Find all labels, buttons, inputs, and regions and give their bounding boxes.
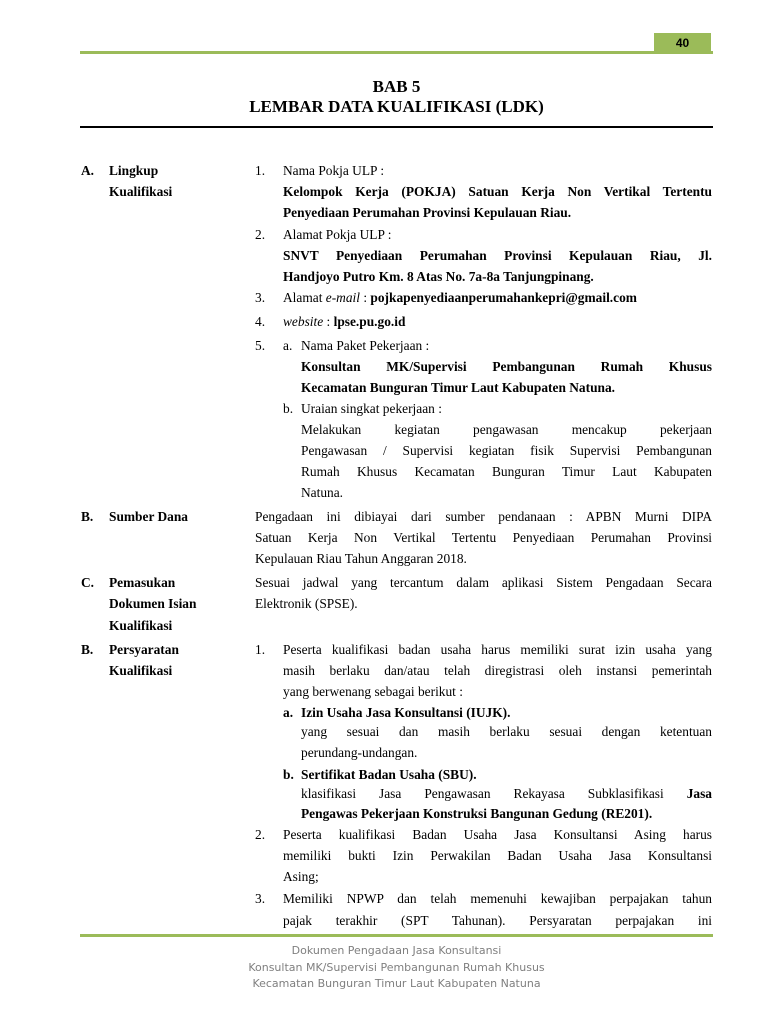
section-b2-label-1: Persyaratan: [109, 642, 179, 657]
header-rule: [80, 51, 713, 54]
footer-line-3: Kecamatan Bunguran Timur Laut Kabupaten Natuna: [252, 977, 541, 990]
section-c-label-1: Pemasukan: [109, 575, 176, 590]
b1-text-2: Satuan Kerja Non Vertikal Tertentu Penyediaan Perumahan Provinsi: [255, 530, 712, 545]
a-item3-italic: e-mail: [325, 290, 360, 305]
a-item1-value-2: Penyediaan Perumahan Provinsi Kepulauan Riau.: [283, 205, 572, 220]
chapter-subtitle: LEMBAR DATA KUALIFIKASI (LDK): [249, 97, 544, 116]
email-address: pojkapenyediaanperumahankepri@gmail.com: [370, 290, 637, 305]
b2-item3-line-2: pajak terakhir (SPT Tahunan). Persyaratan perpajakan ini: [283, 913, 712, 928]
section-b2-label-2: Kualifikasi: [109, 663, 173, 678]
b2-a-line-1: yang sesuai dan masih berlaku sesuai dengan ketentuan: [301, 724, 712, 739]
a-item3-num: 3.: [255, 290, 266, 305]
a-item2-value-1: SNVT Penyediaan Perumahan Provinsi Kepulauan Riau, Jl.: [283, 248, 712, 263]
title-rule: [80, 126, 713, 128]
a-item5a-label: Nama Paket Pekerjaan :: [301, 338, 430, 353]
footer-line-1: Dokumen Pengadaan Jasa Konsultansi: [291, 944, 502, 957]
a-item5b-line-2: Pengawasan / Supervisi kegiatan fisik Supervisi Pembangunan: [301, 443, 712, 458]
section-b1-label: Sumber Dana: [109, 509, 188, 524]
a-item4-line: [283, 311, 405, 332]
footer-line-2: Konsultan MK/Supervisi Pembangunan Rumah Khusus: [248, 961, 545, 974]
section-a-letter: A.: [81, 163, 95, 178]
section-a-label-2: Kualifikasi: [109, 184, 173, 199]
b2-b-line-1-plain: klasifikasi Jasa Pengawasan Rekayasa Subklasifikasi: [301, 786, 687, 801]
section-c-label-3: Kualifikasi: [109, 618, 173, 633]
b2-b-letter: b.: [283, 767, 294, 782]
b2-b-line-1: [301, 783, 712, 804]
a-item5a-letter: a.: [283, 338, 293, 353]
b2-item1-num: 1.: [255, 642, 266, 657]
a-item5b-label: Uraian singkat pekerjaan :: [301, 401, 442, 416]
section-c-label-2: Dokumen Isian: [109, 596, 197, 611]
b2-a-line-2: perundang-undangan.: [301, 745, 418, 760]
b1-text-3: Kepulauan Riau Tahun Anggaran 2018.: [255, 551, 467, 566]
a-item4-italic: website: [283, 314, 324, 329]
b2-item2-line-1: Peserta kualifikasi Badan Usaha Jasa Konsultansi Asing harus: [283, 827, 712, 842]
b1-text-1: Pengadaan ini dibiayai dari sumber pendanaan : APBN Murni DIPA: [255, 509, 712, 524]
a-item5a-value-2: Kecamatan Bunguran Timur Laut Kabupaten Natuna.: [301, 380, 616, 395]
b2-b-line-1-bold: Jasa: [686, 786, 712, 801]
a-item4-num: 4.: [255, 314, 266, 329]
section-b1-letter: B.: [81, 509, 94, 524]
a-item2-label: Alamat Pokja ULP :: [283, 227, 392, 242]
b2-item2-num: 2.: [255, 827, 266, 842]
b2-a-title: Izin Usaha Jasa Konsultansi (IUJK).: [301, 705, 511, 720]
section-b2-letter: B.: [81, 642, 94, 657]
a-item2-value-2: Handjoyo Putro Km. 8 Atas No. 7a-8a Tanjungpinang.: [283, 269, 594, 284]
a-item4-sep: :: [323, 314, 334, 329]
b2-item2-line-2: memiliki bukti Izin Perwakilan Badan Usaha Jasa Konsultansi: [283, 848, 712, 863]
b2-item3-line-1: Memiliki NPWP dan telah memenuhi kewajiban perpajakan tahun: [283, 891, 712, 906]
b2-a-letter: a.: [283, 705, 294, 720]
a-item5b-line-4: Natuna.: [301, 485, 344, 500]
a-item5b-line-3: Rumah Khusus Kecamatan Bunguran Timur Laut Kabupaten: [301, 464, 712, 479]
b2-b-title: Sertifikat Badan Usaha (SBU).: [301, 767, 477, 782]
a-item5-num: 5.: [255, 338, 266, 353]
a-item5b-letter: b.: [283, 401, 294, 416]
b2-item1-line-3: yang berwenang sebagai berikut :: [283, 684, 463, 699]
section-c-letter: C.: [81, 575, 95, 590]
a-item3-sep: :: [359, 290, 371, 305]
a-item1-label: Nama Pokja ULP :: [283, 163, 385, 178]
a-item5a-value-1: Konsultan MK/Supervisi Pembangunan Rumah Khusus: [301, 359, 712, 374]
page-number: 40: [654, 33, 711, 54]
chapter-title: BAB 5: [372, 77, 421, 96]
footer-rule: [80, 934, 713, 937]
b2-item1-line-1: Peserta kualifikasi badan usaha harus memiliki surat izin usaha yang: [283, 642, 712, 657]
a-item2-num: 2.: [255, 227, 266, 242]
a-item3-prefix: Alamat: [283, 290, 326, 305]
section-a-label-1: Lingkup: [109, 163, 159, 178]
c-text-2: Elektronik (SPSE).: [255, 596, 358, 611]
a-item1-value-1: Kelompok Kerja (POKJA) Satuan Kerja Non Vertikal Tertentu: [283, 184, 712, 199]
b2-item1-line-2: masih berlaku dan/atau telah diregistrasi oleh instansi pemerintah: [283, 663, 712, 678]
website-address: lpse.pu.go.id: [333, 314, 406, 329]
a-item5b-line-1: Melakukan kegiatan pengawasan mencakup pekerjaan: [301, 422, 712, 437]
a-item1-num: 1.: [255, 163, 266, 178]
b2-item3-num: 3.: [255, 891, 266, 906]
b2-b-line-2: Pengawas Pekerjaan Konstruksi Bangunan Gedung (RE201).: [301, 806, 653, 821]
c-text-1: Sesuai jadwal yang tercantum dalam aplikasi Sistem Pengadaan Secara: [255, 575, 712, 590]
b2-item2-line-3: Asing;: [283, 869, 319, 884]
a-item3-line: [283, 287, 637, 308]
